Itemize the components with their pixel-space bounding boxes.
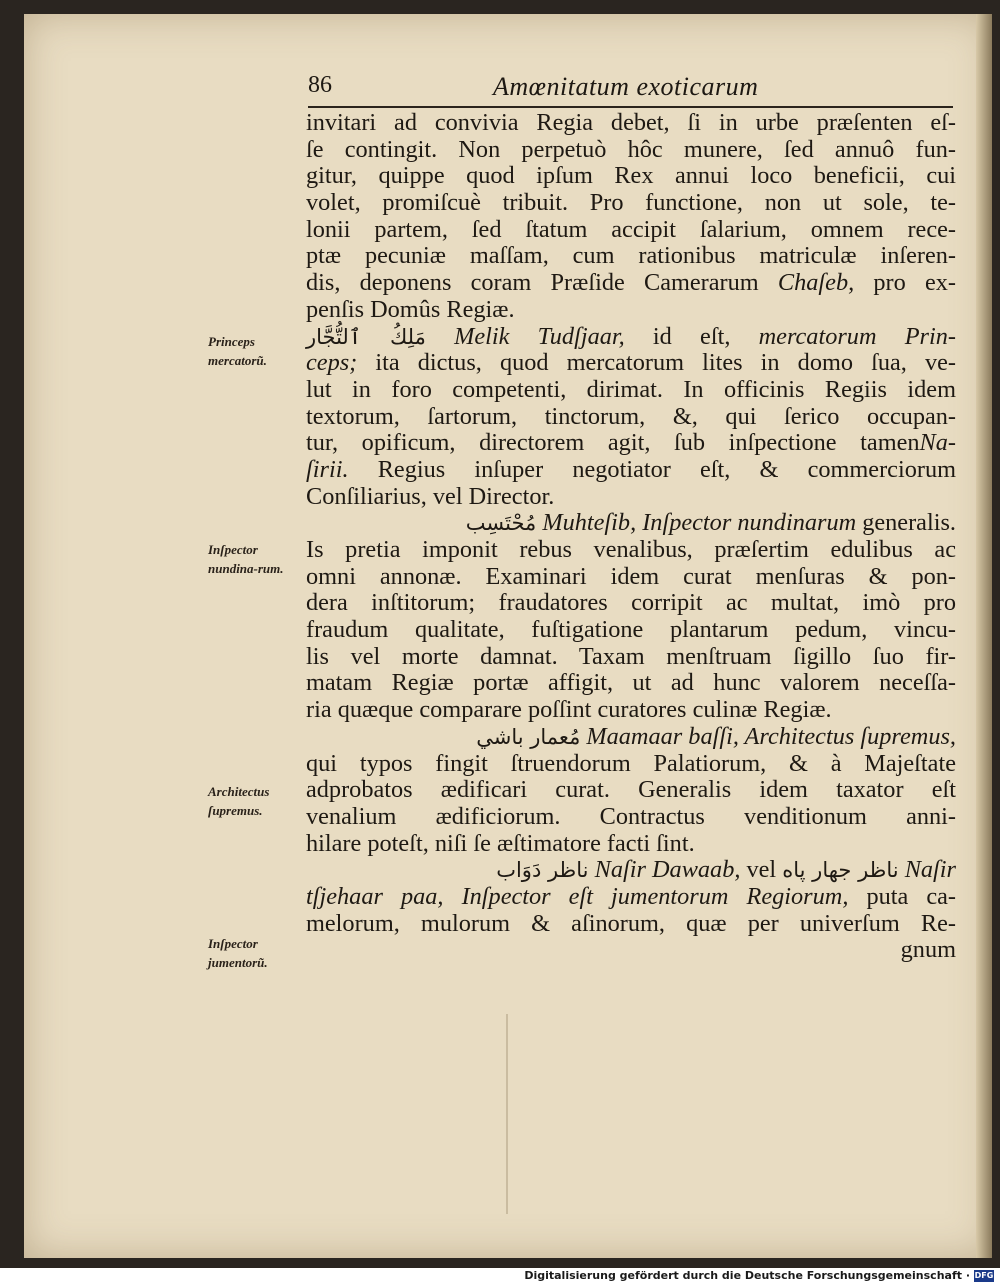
margin-note-inspector-nundinarum: Inſpector nundina-rum. [208,542,284,576]
margin-note-princeps: Princeps mercatorũ. [208,334,267,368]
text-line: dera inſtitorum; fraudatores corripit ac multat, imò pro [306,589,956,617]
text-line: ſe contingit. Non perpetuò hôc munere, ſed annuô fun- [306,135,956,163]
term-sirii: ſirii. [306,455,349,483]
term-maamaar: Maamaar baſſi, Architectus ſupremus, [586,722,956,750]
text-line [306,884,956,911]
margin-note-architectus: Architectus ſupremus. [208,784,270,818]
entry-nasir [306,857,956,884]
text-line: hilare poteſt, niſi ſe æſtimatore facti ſint. [306,829,695,857]
text-line: gitur, quippe quod ipſum Rex annui loco beneficii, cui [306,162,956,190]
term-nasir: Naſir [904,856,956,884]
text-fragment: Regius inſuper negotiator eſt, & commerciorum [348,455,956,483]
text-line: melorum, mulorum & aſinorum, quæ per univerſum Re- [306,909,956,937]
footer-bar [0,1268,1000,1285]
text-line: textorum, ſartorum, tinctorum, &, qui ſerico occupan- [306,402,956,430]
text-line: Conſiliarius, vel Director. [306,482,555,510]
text-line [306,430,956,457]
term-melik: Melik Tudſjaar, [454,322,625,350]
text-fragment: id eſt, [624,322,759,350]
arabic-nasir-tsjehaar: ناظر جهار پاه [782,858,899,883]
arabic-maamaar: مُعمار باشي [476,724,581,749]
text-line: lonii partem, ſed ſtatum accipit ſalarium, omnem rece- [306,215,956,243]
text-line: omni annonæ. Examinari idem curat menſuras & pon- [306,562,956,590]
term-chaseb: Chaſeb, [777,269,855,297]
text-line [306,270,956,297]
arabic-nasir-dawaab: ناظر دَوَاب [496,858,589,883]
term-muhtesib: Muhteſib, Inſpector nundinarum [542,509,857,537]
text-line: adprobatos ædificari curat. Generalis idem taxator eſt [306,776,956,804]
dfg-logo: DFG [974,1271,994,1280]
arabic-melik: مَلِكُ ٱلتُّجَّار [306,324,426,349]
text-line [306,457,956,484]
book-spine [976,14,992,1258]
text-fragment: generalis. [856,509,956,537]
paper-crease [506,1014,508,1214]
term-nasir-dawaab: Naſir Dawaab, [594,856,741,884]
text-line: invitari ad convivia Regia debet, ſi in urbe præſenten eſ- [306,109,956,136]
text-fragment: puta ca- [848,882,957,910]
text-line: matam Regiæ portæ affigit, ut ad hunc valorem neceſſa- [306,669,956,697]
term-na: Na- [919,429,956,457]
term-tsjehaar: tſjehaar paa, Inſpector eſt jumentorum Regiorum, [306,882,849,910]
text-line: volet, promiſcuè tribuit. Pro functione, non ut sole, te- [306,189,956,217]
entry-muhtesib [306,510,956,537]
text-line: qui typos fingit ſtruendorum Palatiorum, & à Majeſtate [306,749,956,777]
text-fragment: dis, deponens coram Præſide Camerarum [306,269,759,297]
arabic-muhtesib: مُحْتَسِب [465,511,537,536]
text-line: ria quæque comparare poſſint curatores culinæ Regiæ. [306,696,832,724]
text-fragment: ita dictus, quod mercatorum lites in domo ſua, ve- [357,349,956,377]
text-fragment: pro ex- [854,269,957,297]
text-line: fraudum qualitate, fuſtigatione plantarum pedum, vincu- [306,616,956,644]
text-fragment: tur, opificum, directorem agit, ſub inſpectione tamen [306,429,920,457]
text-line: Is pretia imponit rebus venalibus, præſertim edulibus ac [306,536,956,563]
main-text [306,110,956,964]
term-mercatorum: mercatorum Prin- [758,322,956,350]
text-line: lis vel morte damnat. Taxam menſtruam ſigillo ſuo fir- [306,642,956,670]
margin-note-inspector-jumentorum: Inſpector jumentorũ. [208,936,268,970]
funding-notice: Digitalisierung gefördert durch die Deutsche Forschungsgemeinschaft · [524,1269,970,1282]
text-line: lut in foro competenti, dirimat. In officinis Regiis idem [306,375,956,403]
entry-melik [306,324,956,351]
text-fragment: vel [740,856,783,884]
text-line: venalium ædificiorum. Contractus venditionum anni- [306,802,956,830]
text-line [306,350,956,377]
running-title: Amœnitatum exoticarum [493,72,759,101]
text-line: ptæ pecuniæ maſſam, cum rationibus matriculæ inſeren- [306,242,956,270]
term-ceps: ceps; [306,349,358,377]
page-number: 86 [308,72,332,98]
catchword: gnum [900,936,956,964]
text-line: penſis Domûs Regiæ. [306,295,515,323]
page-header [308,70,953,108]
entry-maamaar [306,724,956,751]
